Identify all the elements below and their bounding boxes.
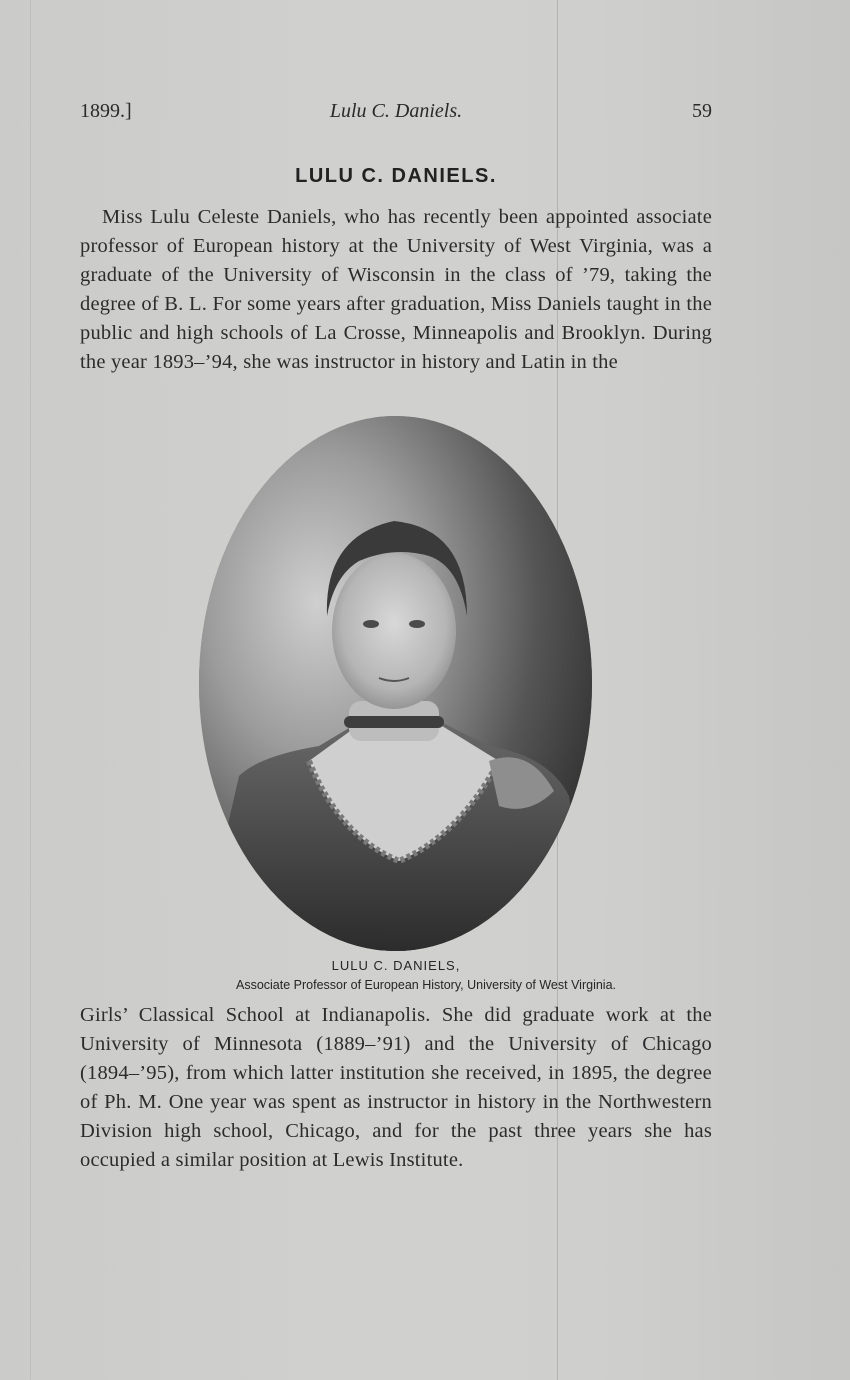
- running-head-year: 1899.]: [80, 100, 132, 122]
- portrait-photo: [199, 416, 592, 951]
- running-head-title: Lulu C. Daniels.: [329, 100, 463, 122]
- page-number: 59: [692, 100, 712, 122]
- figure-caption-name: LULU C. DANIELS,: [331, 958, 461, 973]
- running-head: [80, 100, 712, 130]
- article-title: LULU C. DANIELS.: [295, 165, 497, 187]
- figure-caption-title: Associate Professor of European History, University of West Virginia.: [235, 978, 617, 992]
- paragraph-continuation: Girls’ Classical School at Indianapolis. She did graduate work at the University of Minnesota (1889–’91) and the University of Chicago (1894–’95), from which latter institution she received, in 1895, the degree of Ph. M. One year was spent as instructor in history in the Northwestern Division high school, Chicago, and for the past three years she has occupied a similar position at Lewis Institute.: [80, 1004, 712, 1171]
- page-edge-shadow: [30, 0, 31, 1380]
- paragraph-intro: Miss Lulu Celeste Daniels, who has recently been appointed associate professor of European history at the University of West Virginia, was a graduate of the University of Wisconsin in the class of ’79, taking the degree of B. L. For some years after graduation, Miss Daniels taught in the public and high schools of La Crosse, Minneapolis and Brooklyn. During the year 1893–’94, she was instructor in history and Latin in the: [80, 206, 712, 373]
